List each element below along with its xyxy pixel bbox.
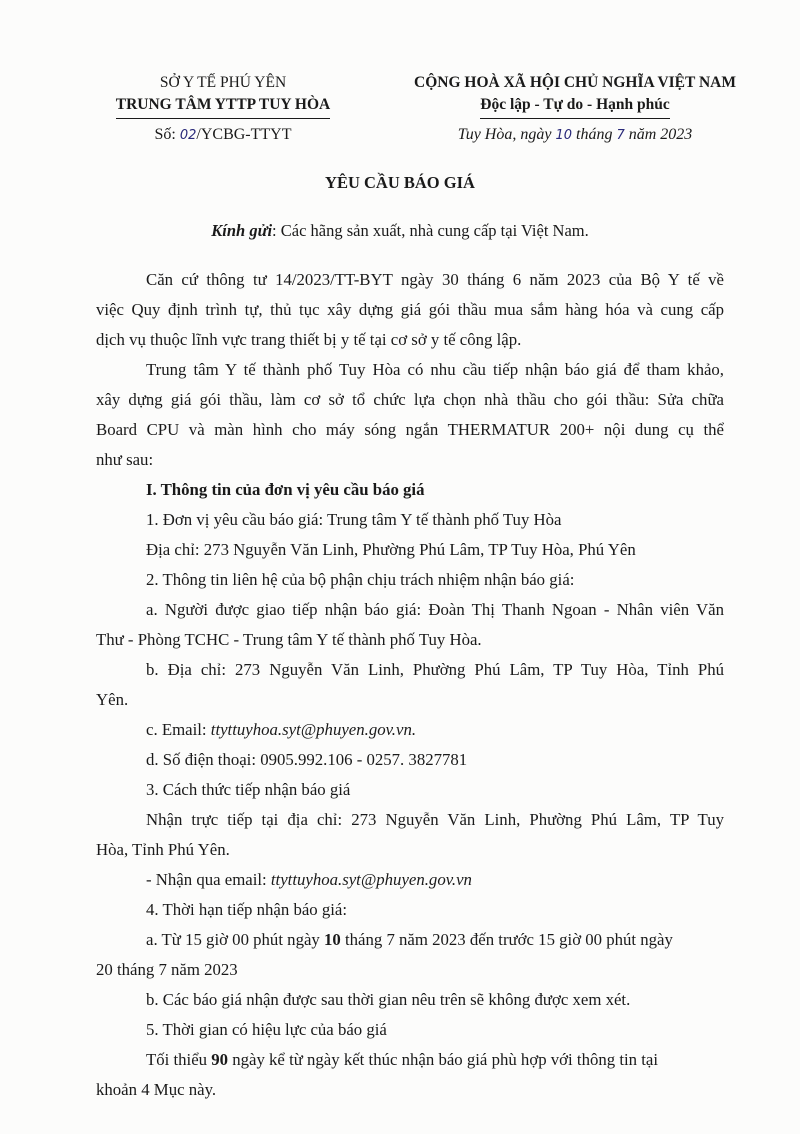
contact-email: ttyttuyhoa.syt@phuyen.gov.vn. bbox=[210, 720, 417, 739]
contact-address-line2: Yên. bbox=[96, 690, 129, 709]
document-number bbox=[96, 126, 350, 144]
receipt-email: ttyttuyhoa.syt@phuyen.gov.vn bbox=[270, 870, 472, 889]
validity-line2: khoản 4 Mục này. bbox=[96, 1080, 217, 1099]
deadline-start-day: 10 bbox=[324, 930, 341, 949]
date-month-label: tháng bbox=[576, 126, 613, 143]
validity-heading: 5. Thời gian có hiệu lực của báo giá bbox=[146, 1020, 387, 1039]
para2-line4: như sau: bbox=[96, 450, 154, 469]
recipient-text: : Các hãng sản xuất, nhà cung cấp tại Việt Nam. bbox=[272, 221, 589, 240]
ref-prefix: Số: bbox=[154, 126, 180, 143]
deadline-heading: 4. Thời hạn tiếp nhận báo giá: bbox=[146, 900, 348, 919]
deadline-prefix: a. Từ 15 giờ 00 phút ngày bbox=[146, 930, 324, 949]
contact-address-line1: b. Địa chỉ: 273 Nguyễn Văn Linh, Phường Phú Lâm, TP Tuy Hòa, Tỉnh Phú bbox=[146, 660, 724, 679]
document-title: YÊU CẦU BÁO GIÁ bbox=[325, 173, 475, 192]
receipt-direct-line2: Hòa, Tỉnh Phú Yên. bbox=[96, 840, 230, 859]
agency-parent: SỞ Y TẾ PHÚ YÊN bbox=[159, 74, 287, 91]
requesting-unit: 1. Đơn vị yêu cầu báo giá: Trung tâm Y tế thành phố Tuy Hòa bbox=[146, 510, 562, 529]
deadline-middle: tháng 7 năm 2023 đến trước 15 giờ 00 phút ngày bbox=[340, 930, 673, 949]
recipient-label: Kính gửi bbox=[211, 221, 273, 240]
deadline-line1 bbox=[146, 930, 673, 950]
para1-line2: việc Quy định trình tự, thủ tục xây dựng giá gói thầu mua sắm hàng hóa và cung cấp bbox=[96, 300, 724, 319]
unit-address: Địa chỉ: 273 Nguyễn Văn Linh, Phường Phú Lâm, TP Tuy Hòa, Phú Yên bbox=[146, 540, 636, 559]
nation-title: CỘNG HOÀ XÃ HỘI CHỦ NGHĨA VIỆT NAM bbox=[414, 74, 736, 91]
para2-line2: xây dựng giá gói thầu, làm cơ sở tổ chức lựa chọn nhà thầu cho gói thầu: Sửa chữa bbox=[96, 390, 724, 409]
contact-person-line1: a. Người được giao tiếp nhận báo giá: Đoàn Thị Thanh Ngoan - Nhân viên Văn bbox=[146, 600, 724, 619]
deadline-line2: 20 tháng 7 năm 2023 bbox=[96, 960, 238, 979]
validity-prefix: Tối thiểu bbox=[146, 1050, 212, 1069]
late-quotes-note: b. Các báo giá nhận được sau thời gian nêu trên sẽ không được xem xét. bbox=[146, 990, 631, 1009]
receipt-email-line bbox=[146, 870, 472, 890]
para1-line1: Căn cứ thông tư 14/2023/TT-BYT ngày 30 tháng 6 năm 2023 của Bộ Y tế về bbox=[146, 270, 724, 289]
issuing-agency-block bbox=[96, 72, 350, 119]
date-day-handwritten: 10 bbox=[555, 128, 573, 143]
receipt-method-heading: 3. Cách thức tiếp nhận báo giá bbox=[146, 780, 351, 799]
email-label: c. Email: bbox=[146, 720, 211, 739]
date-place: Tuy Hòa, ngày bbox=[457, 126, 552, 143]
contact-email-line bbox=[146, 720, 416, 740]
recipient-line bbox=[0, 221, 800, 241]
contact-phone: d. Số điện thoại: 0905.992.106 - 0257. 3827781 bbox=[146, 750, 468, 769]
ref-suffix: /YCBG-TTYT bbox=[196, 126, 292, 143]
para2-line3: Board CPU và màn hình cho máy sóng ngắn THERMATUR 200+ nội dung cụ thể bbox=[96, 420, 724, 439]
national-motto: Độc lập - Tự do - Hạnh phúc bbox=[480, 94, 669, 119]
validity-days: 90 bbox=[211, 1050, 229, 1069]
receipt-direct-line1: Nhận trực tiếp tại địa chỉ: 273 Nguyễn Văn Linh, Phường Phú Lâm, TP Tuy bbox=[146, 810, 724, 829]
validity-suffix: ngày kể từ ngày kết thúc nhận báo giá phù hợp với thông tin tại bbox=[228, 1050, 659, 1069]
agency-name: TRUNG TÂM YTTP TUY HÒA bbox=[116, 94, 330, 119]
date-year: năm 2023 bbox=[628, 126, 693, 143]
document-date bbox=[380, 126, 770, 144]
para2-line1: Trung tâm Y tế thành phố Tuy Hòa có nhu cầu tiếp nhận báo giá để tham khảo, bbox=[146, 360, 724, 379]
national-header-block bbox=[380, 72, 770, 119]
validity-line1 bbox=[146, 1050, 658, 1070]
para1-line3: dịch vụ thuộc lĩnh vực trang thiết bị y tế tại cơ sở y tế công lập. bbox=[96, 330, 522, 349]
section-heading: I. Thông tin của đơn vị yêu cầu báo giá bbox=[146, 480, 425, 499]
ref-handwritten-number: 02 bbox=[179, 128, 197, 143]
receipt-email-label: - Nhận qua email: bbox=[146, 870, 271, 889]
contact-info-heading: 2. Thông tin liên hệ của bộ phận chịu trách nhiệm nhận báo giá: bbox=[146, 570, 575, 589]
contact-person-line2: Thư - Phòng TCHC - Trung tâm Y tế thành phố Tuy Hòa. bbox=[96, 630, 482, 649]
date-month-handwritten: 7 bbox=[616, 128, 625, 143]
